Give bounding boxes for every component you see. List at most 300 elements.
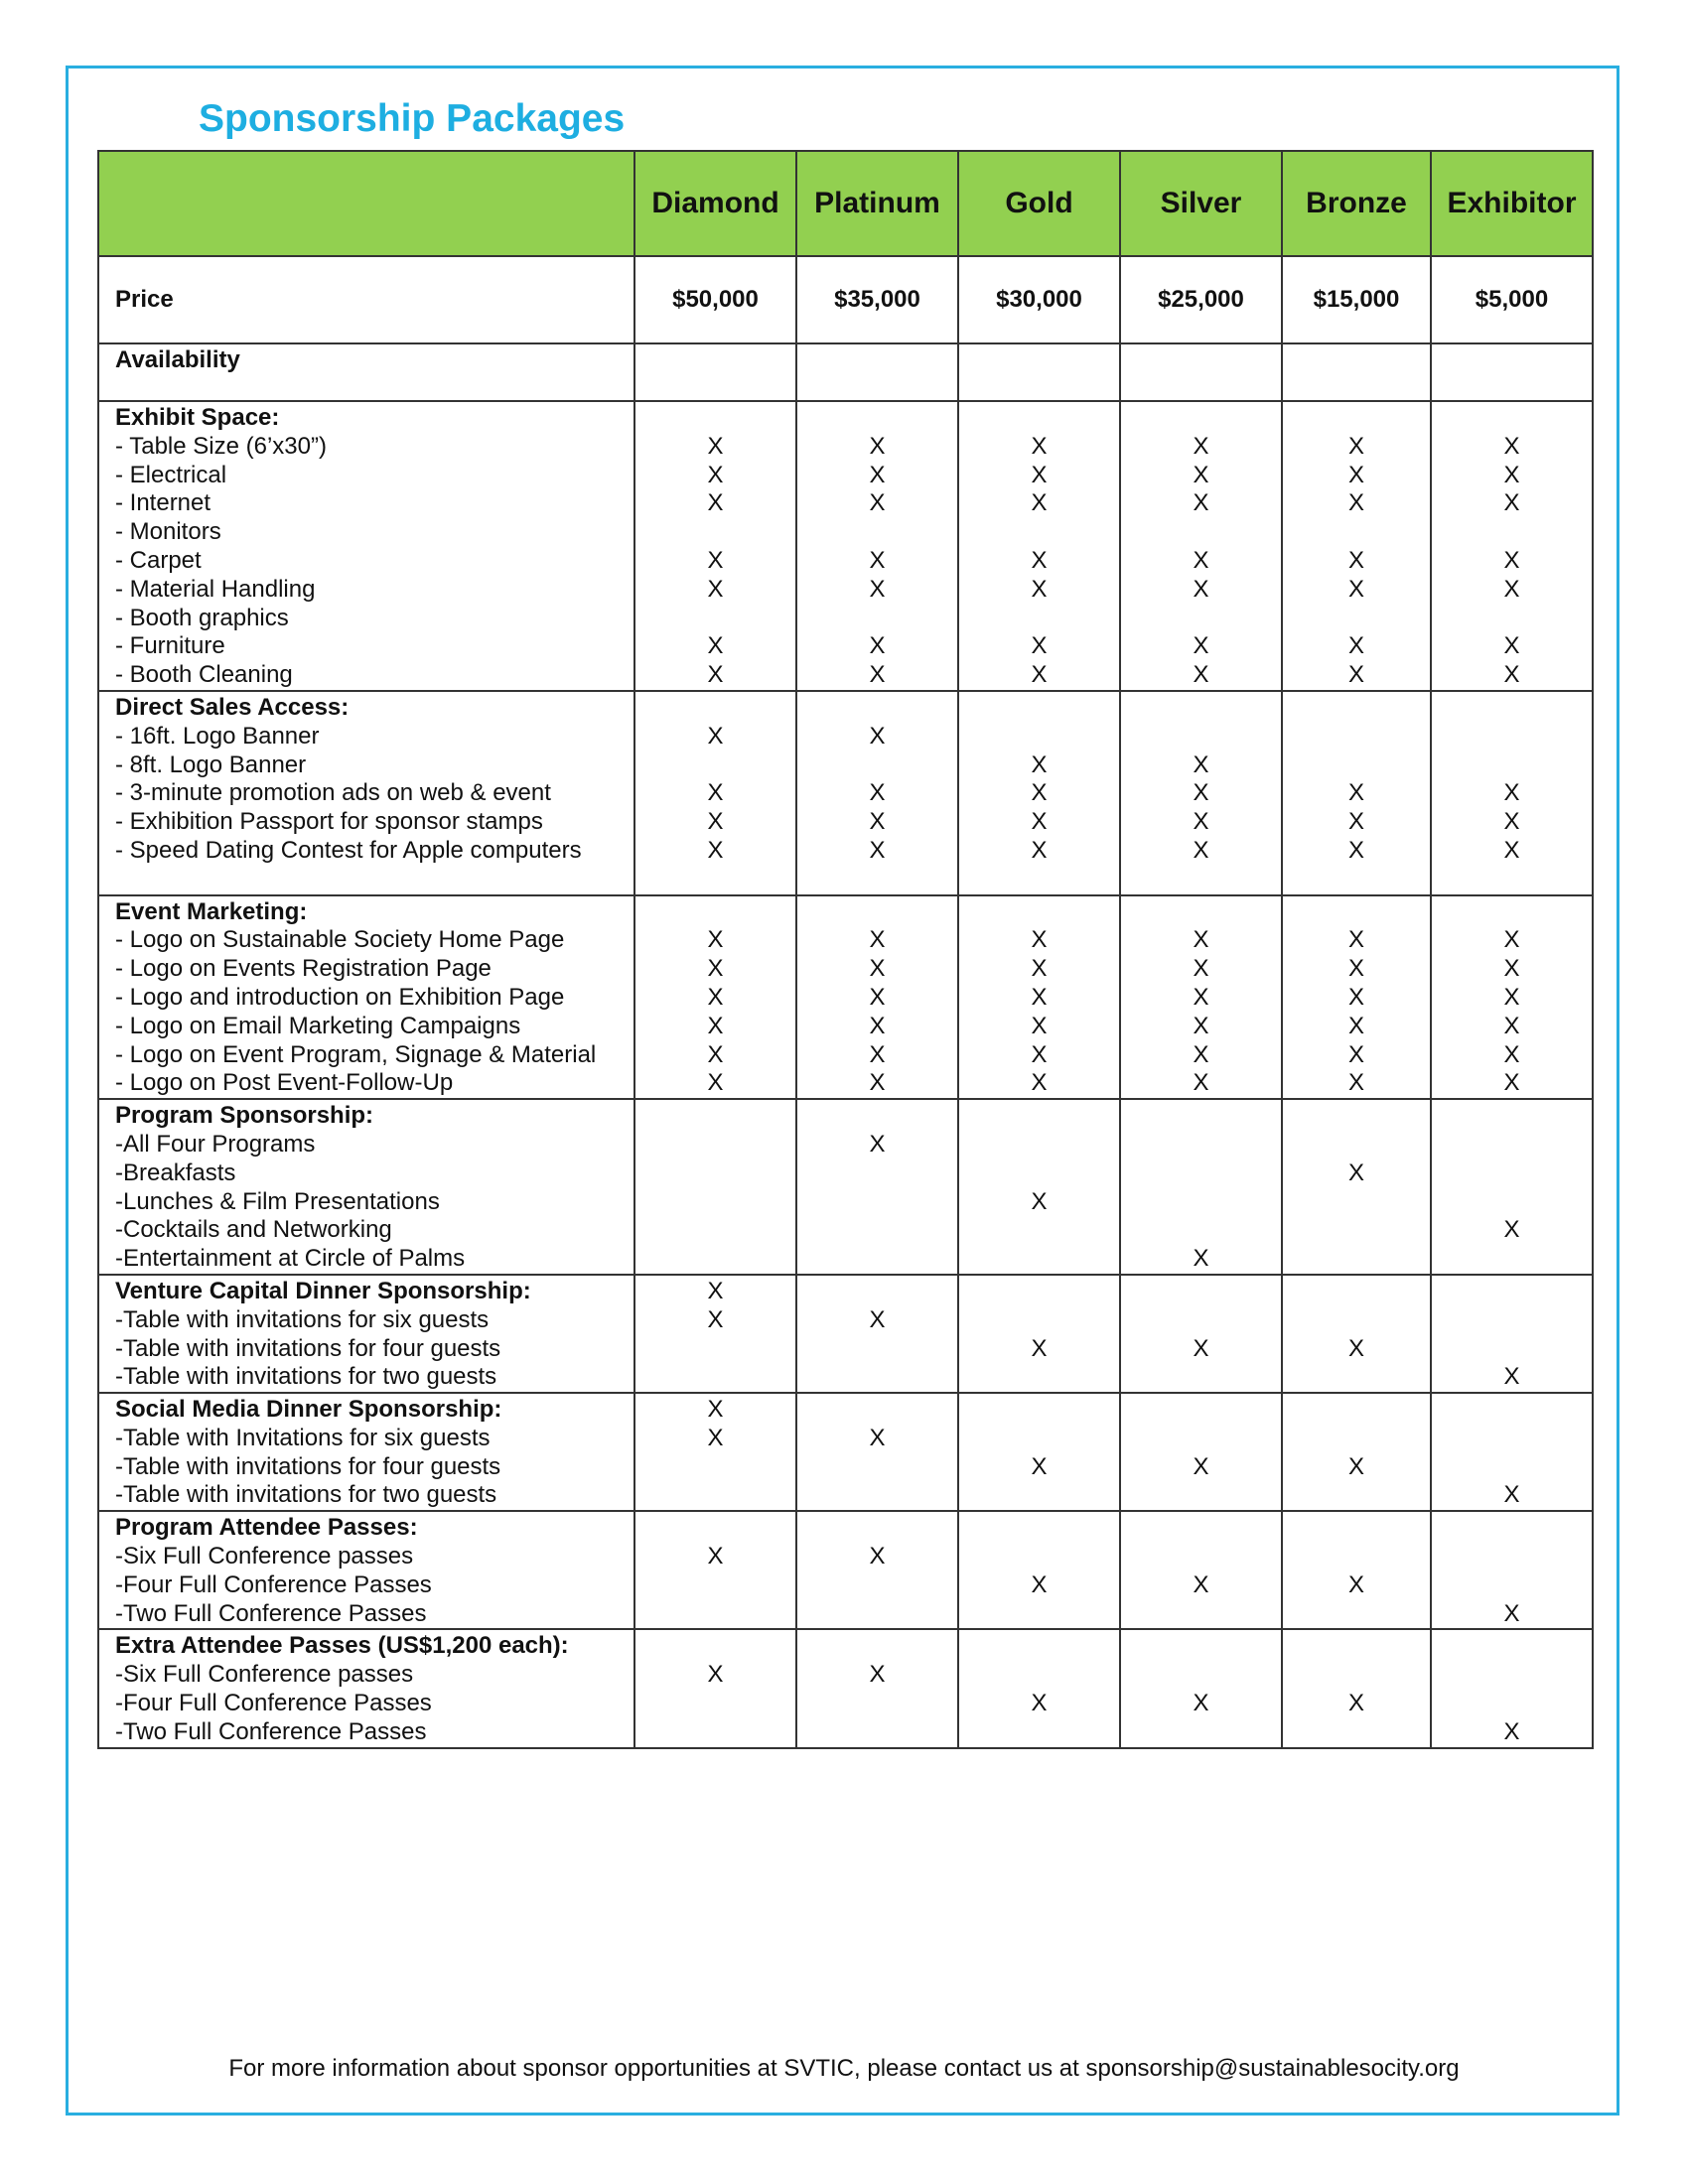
- mark: X: [1031, 575, 1048, 603]
- section-row: [98, 1099, 1593, 1275]
- section-item: -Table with invitations for two guests: [115, 1363, 497, 1391]
- mark: [1121, 1278, 1281, 1306]
- mark: X: [1193, 546, 1209, 574]
- mark: [797, 1632, 957, 1661]
- section-row: [98, 401, 1593, 691]
- mark: [1432, 1571, 1592, 1600]
- mark: X: [1031, 1570, 1048, 1598]
- mark: [1121, 1718, 1281, 1747]
- mark: [797, 694, 957, 723]
- mark: [1283, 1543, 1430, 1571]
- mark: X: [1503, 1363, 1520, 1391]
- mark: X: [1503, 1717, 1520, 1745]
- contact-footer: For more information about sponsor opportunities at SVTIC, please contact us at sponsorship@sustainablesocity.org: [228, 2055, 1460, 2082]
- mark: X: [1193, 1334, 1209, 1362]
- mark: X: [1193, 661, 1209, 689]
- availability-cell: [1431, 343, 1593, 401]
- mark: X: [1193, 1040, 1209, 1068]
- mark: [959, 1363, 1119, 1392]
- mark: [1432, 1188, 1592, 1217]
- section-item: - Logo on Event Program, Signage & Material: [115, 1040, 597, 1068]
- mark: [1283, 1718, 1430, 1747]
- tier-header: Platinum: [796, 151, 958, 256]
- mark: X: [707, 722, 724, 750]
- mark: X: [869, 1012, 886, 1039]
- availability-cell: [958, 343, 1120, 401]
- mark-cell: [958, 1099, 1120, 1275]
- mark: X: [1347, 1452, 1364, 1480]
- mark: [1283, 1363, 1430, 1392]
- mark: X: [1193, 1690, 1209, 1717]
- mark-cell: [634, 1099, 796, 1275]
- section-label-cell: [98, 691, 634, 895]
- mark: [635, 1160, 795, 1188]
- mark: [1432, 1131, 1592, 1160]
- mark: [797, 404, 957, 433]
- availability-row: [98, 343, 1593, 401]
- mark: [959, 694, 1119, 723]
- mark: [1121, 518, 1281, 547]
- mark: [959, 1600, 1119, 1629]
- mark: [1121, 1661, 1281, 1690]
- mark: [1121, 1102, 1281, 1131]
- mark: X: [1347, 632, 1364, 660]
- price-row: [98, 256, 1593, 343]
- mark-cell: [1120, 1511, 1282, 1629]
- mark: X: [869, 779, 886, 807]
- mark: [797, 518, 957, 547]
- mark: X: [1347, 926, 1364, 954]
- mark: X: [707, 983, 724, 1011]
- mark: [797, 1102, 957, 1131]
- mark: [1121, 1131, 1281, 1160]
- mark: X: [1031, 1187, 1048, 1215]
- mark: [959, 1131, 1119, 1160]
- mark-cell: [634, 1511, 796, 1629]
- mark: [635, 1131, 795, 1160]
- mark: [1121, 1396, 1281, 1425]
- section-item: - Booth Cleaning: [115, 661, 293, 689]
- tier-header: Bronze: [1282, 151, 1431, 256]
- price-value: $30,000: [958, 256, 1120, 343]
- section-item: -Table with Invitations for six guests: [115, 1424, 491, 1451]
- mark: X: [1193, 808, 1209, 836]
- mark: [797, 1600, 957, 1629]
- mark: [959, 1216, 1119, 1245]
- mark: X: [1193, 751, 1209, 778]
- section-label-cell: [98, 895, 634, 1100]
- mark: [635, 1690, 795, 1718]
- section-item: -Table with invitations for four guests: [115, 1334, 501, 1362]
- mark: X: [1031, 836, 1048, 864]
- mark: [959, 1102, 1119, 1131]
- mark: X: [1347, 1690, 1364, 1717]
- mark-cell: [958, 1629, 1120, 1747]
- mark: [1283, 1131, 1430, 1160]
- mark: X: [1193, 836, 1209, 864]
- mark-cell: [1120, 895, 1282, 1100]
- mark: X: [1503, 955, 1520, 983]
- mark: [797, 1245, 957, 1274]
- mark: [959, 1396, 1119, 1425]
- mark: X: [869, 955, 886, 983]
- mark: X: [869, 461, 886, 488]
- mark-cell: [958, 1393, 1120, 1511]
- mark: [1283, 518, 1430, 547]
- mark-cell: [958, 691, 1120, 895]
- mark: X: [1031, 926, 1048, 954]
- mark: [1432, 1245, 1592, 1274]
- availability-cell: [796, 343, 958, 401]
- mark: [1432, 1661, 1592, 1690]
- mark: [959, 1514, 1119, 1543]
- price-value: $50,000: [634, 256, 796, 343]
- mark: [1121, 1306, 1281, 1335]
- mark: [635, 1335, 795, 1364]
- section-title: Program Sponsorship:: [115, 1102, 374, 1130]
- mark: X: [707, 836, 724, 864]
- section-item: - Table Size (6’x30”): [115, 432, 327, 460]
- section-label-cell: [98, 1393, 634, 1511]
- tier-header: Gold: [958, 151, 1120, 256]
- mark: X: [869, 808, 886, 836]
- mark: [797, 1453, 957, 1482]
- mark: [635, 1632, 795, 1661]
- mark-cell: [634, 401, 796, 691]
- sponsorship-table: [97, 150, 1594, 1749]
- mark-cell: [796, 691, 958, 895]
- mark: X: [707, 1277, 724, 1304]
- section-item: - Furniture: [115, 632, 225, 660]
- mark: [959, 1425, 1119, 1453]
- mark-cell: [634, 1393, 796, 1511]
- mark: [797, 1514, 957, 1543]
- mark: X: [1031, 1040, 1048, 1068]
- mark: [1121, 605, 1281, 633]
- mark: [1283, 1278, 1430, 1306]
- section-item: - Speed Dating Contest for Apple computers: [115, 836, 582, 864]
- mark-cell: [958, 401, 1120, 691]
- mark-cell: [634, 1629, 796, 1747]
- mark: X: [707, 489, 724, 517]
- mark: [1432, 1425, 1592, 1453]
- mark: [797, 605, 957, 633]
- mark: X: [1347, 1069, 1364, 1097]
- mark: [1283, 1216, 1430, 1245]
- mark: X: [1031, 546, 1048, 574]
- mark: X: [1193, 983, 1209, 1011]
- price-value: $5,000: [1431, 256, 1593, 343]
- mark: [1283, 1306, 1430, 1335]
- mark: [1432, 1632, 1592, 1661]
- mark-cell: [1120, 1275, 1282, 1393]
- mark-cell: [1282, 1511, 1431, 1629]
- mark: X: [1031, 955, 1048, 983]
- mark: [959, 404, 1119, 433]
- mark: [959, 518, 1119, 547]
- mark: [1283, 1396, 1430, 1425]
- mark: [797, 898, 957, 927]
- mark: [1432, 1690, 1592, 1718]
- mark: [1121, 1160, 1281, 1188]
- section-label-cell: [98, 1629, 634, 1747]
- mark: X: [1347, 661, 1364, 689]
- mark: X: [1347, 955, 1364, 983]
- mark: [635, 404, 795, 433]
- section-label-cell: [98, 401, 634, 691]
- section-item: - Logo on Email Marketing Campaigns: [115, 1012, 521, 1039]
- mark: X: [1503, 489, 1520, 517]
- mark: [1121, 1600, 1281, 1629]
- mark: X: [1503, 836, 1520, 864]
- mark: X: [707, 1424, 724, 1451]
- mark: X: [1031, 1690, 1048, 1717]
- price-value: $35,000: [796, 256, 958, 343]
- mark-cell: [1431, 691, 1593, 895]
- mark: [635, 898, 795, 927]
- mark: X: [1193, 432, 1209, 460]
- section-row: [98, 1275, 1593, 1393]
- availability-label: Availability: [98, 343, 634, 401]
- mark: [1283, 1188, 1430, 1217]
- mark: X: [869, 661, 886, 689]
- mark: X: [1347, 808, 1364, 836]
- mark: [1121, 404, 1281, 433]
- mark: [1283, 404, 1430, 433]
- mark: X: [869, 575, 886, 603]
- mark: X: [1347, 1012, 1364, 1039]
- mark: [797, 1396, 957, 1425]
- mark: [959, 1278, 1119, 1306]
- mark: X: [1031, 432, 1048, 460]
- mark-cell: [1282, 1393, 1431, 1511]
- mark: X: [1193, 1012, 1209, 1039]
- mark: X: [707, 1661, 724, 1689]
- header-blank-cell: [98, 151, 634, 256]
- mark: [797, 1188, 957, 1217]
- mark: X: [1503, 808, 1520, 836]
- mark-cell: [1431, 1099, 1593, 1275]
- mark: [1283, 1600, 1430, 1629]
- mark-cell: [1282, 1629, 1431, 1747]
- section-item: -Four Full Conference Passes: [115, 1570, 432, 1598]
- mark: [635, 1514, 795, 1543]
- mark: X: [1031, 1452, 1048, 1480]
- mark: [797, 751, 957, 780]
- section-item: - Monitors: [115, 518, 221, 546]
- mark-cell: [1431, 1511, 1593, 1629]
- mark: X: [707, 632, 724, 660]
- mark: [797, 1571, 957, 1600]
- mark: [1432, 898, 1592, 927]
- section-title: Extra Attendee Passes (US$1,200 each):: [115, 1632, 569, 1660]
- mark-cell: [796, 1629, 958, 1747]
- mark: X: [1193, 632, 1209, 660]
- section-item: -Four Full Conference Passes: [115, 1690, 432, 1717]
- section-row: [98, 1629, 1593, 1747]
- mark: X: [1503, 1012, 1520, 1039]
- tier-header: Silver: [1120, 151, 1282, 256]
- section-item: - Internet: [115, 489, 211, 517]
- mark: [797, 1363, 957, 1392]
- section-item: - Booth graphics: [115, 604, 289, 631]
- mark: [959, 1543, 1119, 1571]
- mark: X: [707, 1305, 724, 1333]
- mark: [1283, 694, 1430, 723]
- mark: X: [869, 983, 886, 1011]
- section-item: - Exhibition Passport for sponsor stamps: [115, 808, 543, 836]
- mark: X: [1503, 1040, 1520, 1068]
- section-item: -All Four Programs: [115, 1130, 316, 1158]
- section-item: - Electrical: [115, 461, 227, 488]
- page-title: Sponsorship Packages: [199, 97, 626, 140]
- mark: X: [1031, 779, 1048, 807]
- section-item: - 8ft. Logo Banner: [115, 751, 307, 778]
- mark: [1283, 898, 1430, 927]
- mark-cell: [958, 1275, 1120, 1393]
- mark-cell: [1282, 1275, 1431, 1393]
- mark: [1432, 404, 1592, 433]
- mark: X: [869, 1305, 886, 1333]
- mark: [959, 723, 1119, 751]
- mark-cell: [1282, 691, 1431, 895]
- mark: X: [869, 926, 886, 954]
- mark: X: [1347, 461, 1364, 488]
- mark: [1432, 1278, 1592, 1306]
- mark: [1432, 605, 1592, 633]
- section-item: -Six Full Conference passes: [115, 1543, 414, 1570]
- section-label-cell: [98, 1511, 634, 1629]
- mark: X: [1193, 489, 1209, 517]
- mark: X: [1503, 926, 1520, 954]
- section-item: - Logo on Events Registration Page: [115, 955, 492, 983]
- mark-cell: [1282, 895, 1431, 1100]
- mark: [959, 1245, 1119, 1274]
- mark-cell: [1120, 691, 1282, 895]
- mark: [1432, 1396, 1592, 1425]
- mark: X: [707, 955, 724, 983]
- mark: X: [1503, 779, 1520, 807]
- mark: [797, 1718, 957, 1747]
- section-row: [98, 1511, 1593, 1629]
- section-item: - 3-minute promotion ads on web & event: [115, 779, 551, 807]
- section-row: [98, 1393, 1593, 1511]
- mark: X: [707, 926, 724, 954]
- mark: [797, 1335, 957, 1364]
- section-item: -Table with invitations for four guests: [115, 1452, 501, 1480]
- mark: X: [1031, 808, 1048, 836]
- mark: [635, 1600, 795, 1629]
- mark: X: [869, 836, 886, 864]
- mark: [1283, 1632, 1430, 1661]
- mark-cell: [1120, 1099, 1282, 1275]
- mark: X: [869, 1069, 886, 1097]
- mark: [635, 1102, 795, 1131]
- mark-cell: [796, 895, 958, 1100]
- mark-cell: [796, 1099, 958, 1275]
- mark: X: [1193, 1452, 1209, 1480]
- mark-cell: [796, 1275, 958, 1393]
- section-item: -Cocktails and Networking: [115, 1216, 392, 1244]
- mark: X: [1193, 926, 1209, 954]
- mark: X: [1347, 575, 1364, 603]
- section-item: -Two Full Conference Passes: [115, 1717, 427, 1745]
- mark: [1432, 694, 1592, 723]
- section-item: -Entertainment at Circle of Palms: [115, 1245, 466, 1273]
- mark-cell: [1120, 1393, 1282, 1511]
- mark: [635, 1481, 795, 1510]
- mark: X: [1193, 575, 1209, 603]
- mark: X: [707, 1012, 724, 1039]
- mark: X: [1347, 432, 1364, 460]
- mark: X: [1503, 432, 1520, 460]
- mark: X: [707, 808, 724, 836]
- mark: X: [707, 461, 724, 488]
- mark: [1432, 518, 1592, 547]
- mark: X: [707, 661, 724, 689]
- mark: [1283, 1425, 1430, 1453]
- mark: [1121, 1425, 1281, 1453]
- mark: [635, 1571, 795, 1600]
- mark: X: [707, 1543, 724, 1570]
- section-item: -Lunches & Film Presentations: [115, 1187, 440, 1215]
- mark: X: [1503, 1599, 1520, 1627]
- mark: [1432, 1102, 1592, 1131]
- section-item: - Logo on Post Event-Follow-Up: [115, 1069, 454, 1097]
- mark: [1121, 1188, 1281, 1217]
- mark: [635, 605, 795, 633]
- mark-cell: [1282, 1099, 1431, 1275]
- mark-cell: [1431, 895, 1593, 1100]
- mark-cell: [1431, 1275, 1593, 1393]
- mark: [635, 518, 795, 547]
- mark: X: [707, 1396, 724, 1424]
- section-title: Direct Sales Access:: [115, 693, 350, 721]
- mark: [1432, 751, 1592, 780]
- mark: X: [1193, 1069, 1209, 1097]
- mark: X: [869, 722, 886, 750]
- mark: [797, 1278, 957, 1306]
- mark: [959, 605, 1119, 633]
- mark-cell: [796, 1393, 958, 1511]
- mark: X: [1031, 1069, 1048, 1097]
- mark: [797, 1690, 957, 1718]
- section-item: -Breakfasts: [115, 1159, 236, 1186]
- mark: X: [869, 489, 886, 517]
- section-item: - Logo on Sustainable Society Home Page: [115, 926, 565, 954]
- mark: [1432, 1306, 1592, 1335]
- mark: [635, 1718, 795, 1747]
- spacer-line: [115, 866, 633, 894]
- section-label-cell: [98, 1099, 634, 1275]
- mark: [1283, 723, 1430, 751]
- mark: [959, 1632, 1119, 1661]
- mark-cell: [958, 1511, 1120, 1629]
- mark: X: [1031, 461, 1048, 488]
- section-row: [98, 691, 1593, 895]
- mark: X: [1193, 955, 1209, 983]
- mark-cell: [796, 1511, 958, 1629]
- mark: [1283, 1102, 1430, 1131]
- mark-cell: [1431, 1393, 1593, 1511]
- mark: [797, 1216, 957, 1245]
- mark: [1283, 605, 1430, 633]
- mark: X: [1347, 1040, 1364, 1068]
- mark: [959, 1481, 1119, 1510]
- mark: [1432, 1335, 1592, 1364]
- mark: X: [1347, 1570, 1364, 1598]
- mark: [797, 1481, 957, 1510]
